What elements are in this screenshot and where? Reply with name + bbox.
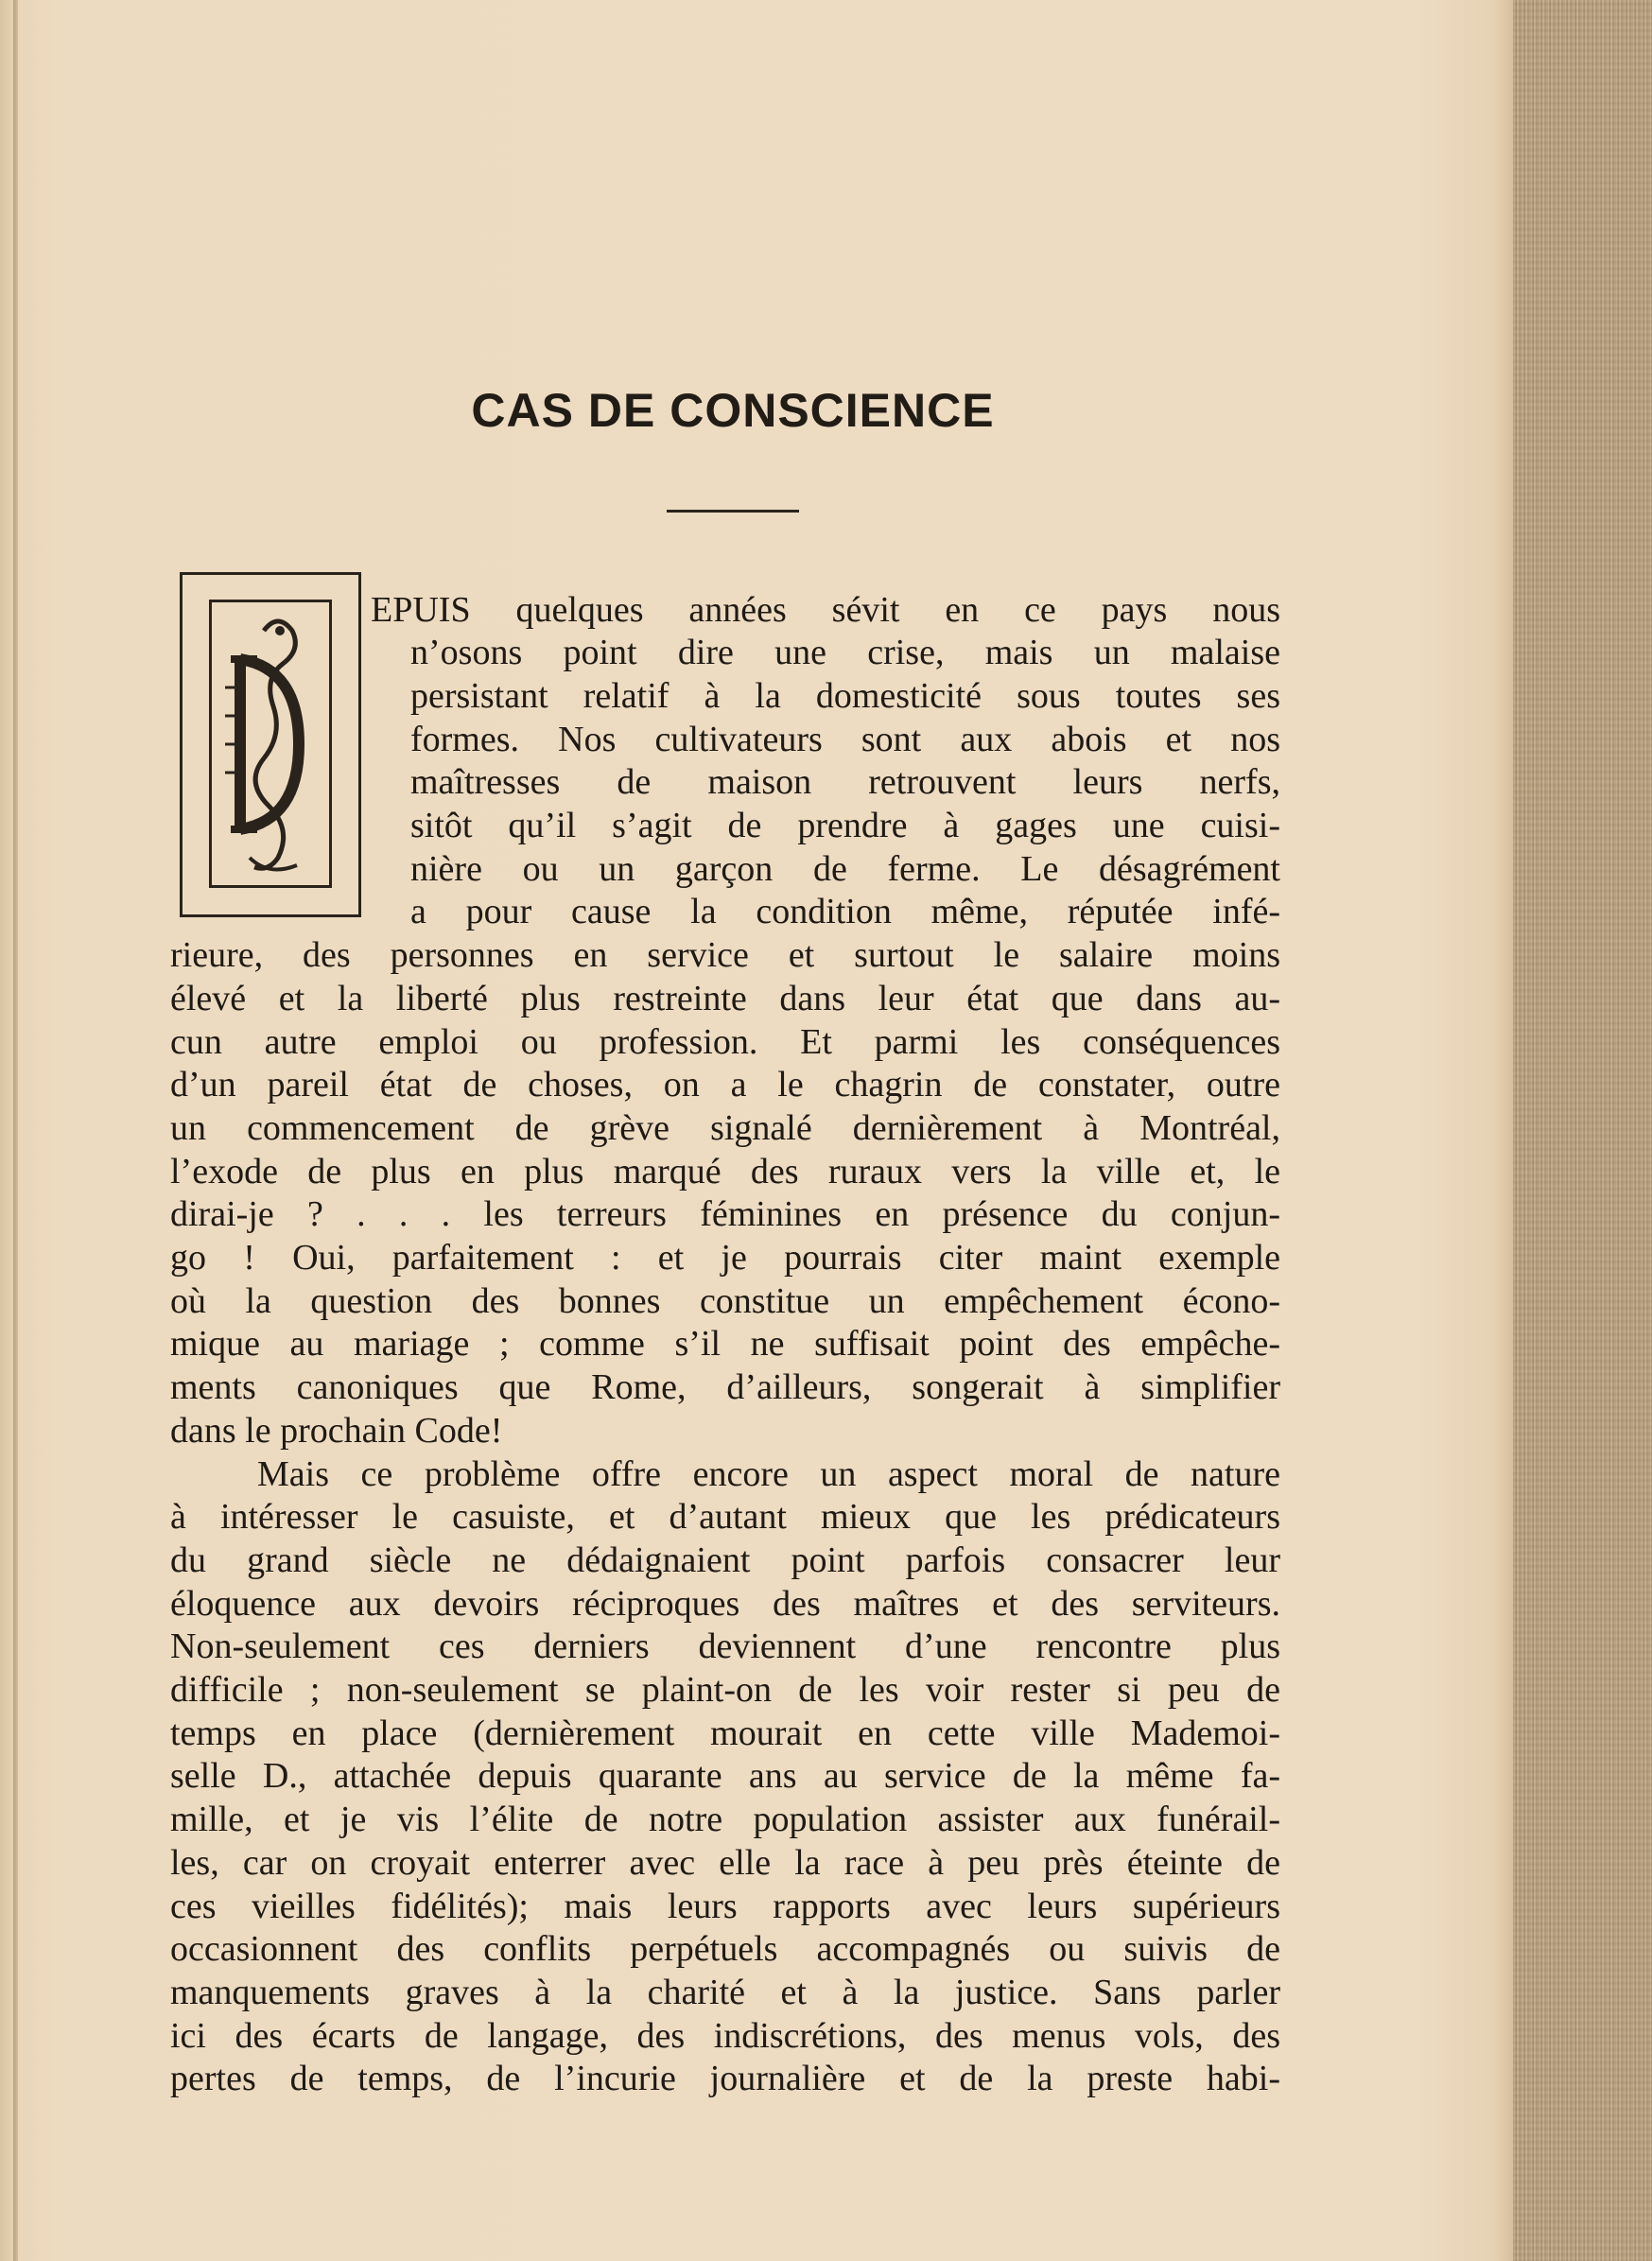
text-line: ces vieilles fidélités); mais leurs rapports avec leurs supérieurs: [170, 1887, 1280, 1926]
text-line: du grand siècle ne dédaignaient point parfois consacrer leur: [170, 1540, 1280, 1580]
text-line: Non-seulement ces derniers deviennent d’une rencontre plus: [170, 1626, 1280, 1666]
text-line: formes. Nos cultivateurs sont aux abois et nos: [410, 720, 1280, 759]
text-line: où la question des bonnes constitue un empêchement écono-: [170, 1281, 1280, 1321]
page-edges: [1513, 0, 1652, 2261]
text-line: difficile ; non-seulement se plaint-on de les voir rester si peu de: [170, 1670, 1280, 1710]
text-line: mique au mariage ; comme s’il ne suffisait point des empêche-: [170, 1324, 1280, 1364]
text-line: d’un pareil état de choses, on a le chagrin de constater, outre: [170, 1065, 1280, 1104]
text-line: un commencement de grève signalé dernièrement à Montréal,: [170, 1108, 1280, 1148]
text-line: pertes de temps, de l’incurie journalière et de la preste habi-: [170, 2059, 1280, 2098]
text-line: à intéresser le casuiste, et d’autant mieux que les prédicateurs: [170, 1497, 1280, 1537]
text-line: n’osons point dire une crise, mais un malaise: [410, 633, 1280, 672]
text-line: go ! Oui, parfaitement : et je pourrais citer maint exemple: [170, 1238, 1280, 1278]
text-line: Mais ce problème offre encore un aspect moral de nature: [257, 1454, 1280, 1494]
chapter-title: CAS DE CONSCIENCE: [471, 384, 995, 437]
text-line: maîtresses de maison retrouvent leurs nerfs,: [410, 762, 1280, 802]
text-line: élevé et la liberté plus restreinte dans leur état que dans au-: [170, 979, 1280, 1018]
text-line: sitôt qu’il s’agit de prendre à gages une cuisi-: [410, 806, 1280, 845]
text-line: nière ou un garçon de ferme. Le désagrément: [410, 849, 1280, 889]
text-line: selle D., attachée depuis quarante ans au service de la même fa-: [170, 1756, 1280, 1796]
text-line: persistant relatif à la domesticité sous toutes ses: [410, 676, 1280, 716]
text-line: dans le prochain Code!: [170, 1411, 503, 1451]
text-line: les, car on croyait enterrer avec elle la race à peu près éteinte de: [170, 1843, 1280, 1883]
text-line: a pour cause la condition même, réputée infé-: [410, 892, 1280, 931]
text-line: ici des écarts de langage, des indiscrétions, des menus vols, des: [170, 2016, 1280, 2056]
text-line: mille, et je vis l’élite de notre population assister aux funérail-: [170, 1800, 1280, 1839]
text-line: cun autre emploi ou profession. Et parmi les conséquences: [170, 1022, 1280, 1062]
text-line: rieure, des personnes en service et surtout le salaire moins: [170, 935, 1280, 975]
text-line: temps en place (dernièrement mourait en cette ville Mademoi-: [170, 1713, 1280, 1753]
text-line: l’exode de plus en plus marqué des ruraux vers la ville et, le: [170, 1152, 1280, 1191]
text-line: éloquence aux devoirs réciproques des maîtres et des serviteurs.: [170, 1584, 1280, 1624]
text-line: occasionnent des conflits perpétuels accompagnés ou suivis de: [170, 1929, 1280, 1969]
text-line: dirai-je ? . . . les terreurs féminines en présence du conjun-: [170, 1194, 1280, 1234]
text-line: EPUIS quelques années sévit en ce pays nous: [371, 590, 1280, 630]
text-line: ments canoniques que Rome, d’ailleurs, songerait à simplifier: [170, 1367, 1280, 1407]
text-line: manquements graves à la charité et à la justice. Sans parler: [170, 1973, 1280, 2012]
